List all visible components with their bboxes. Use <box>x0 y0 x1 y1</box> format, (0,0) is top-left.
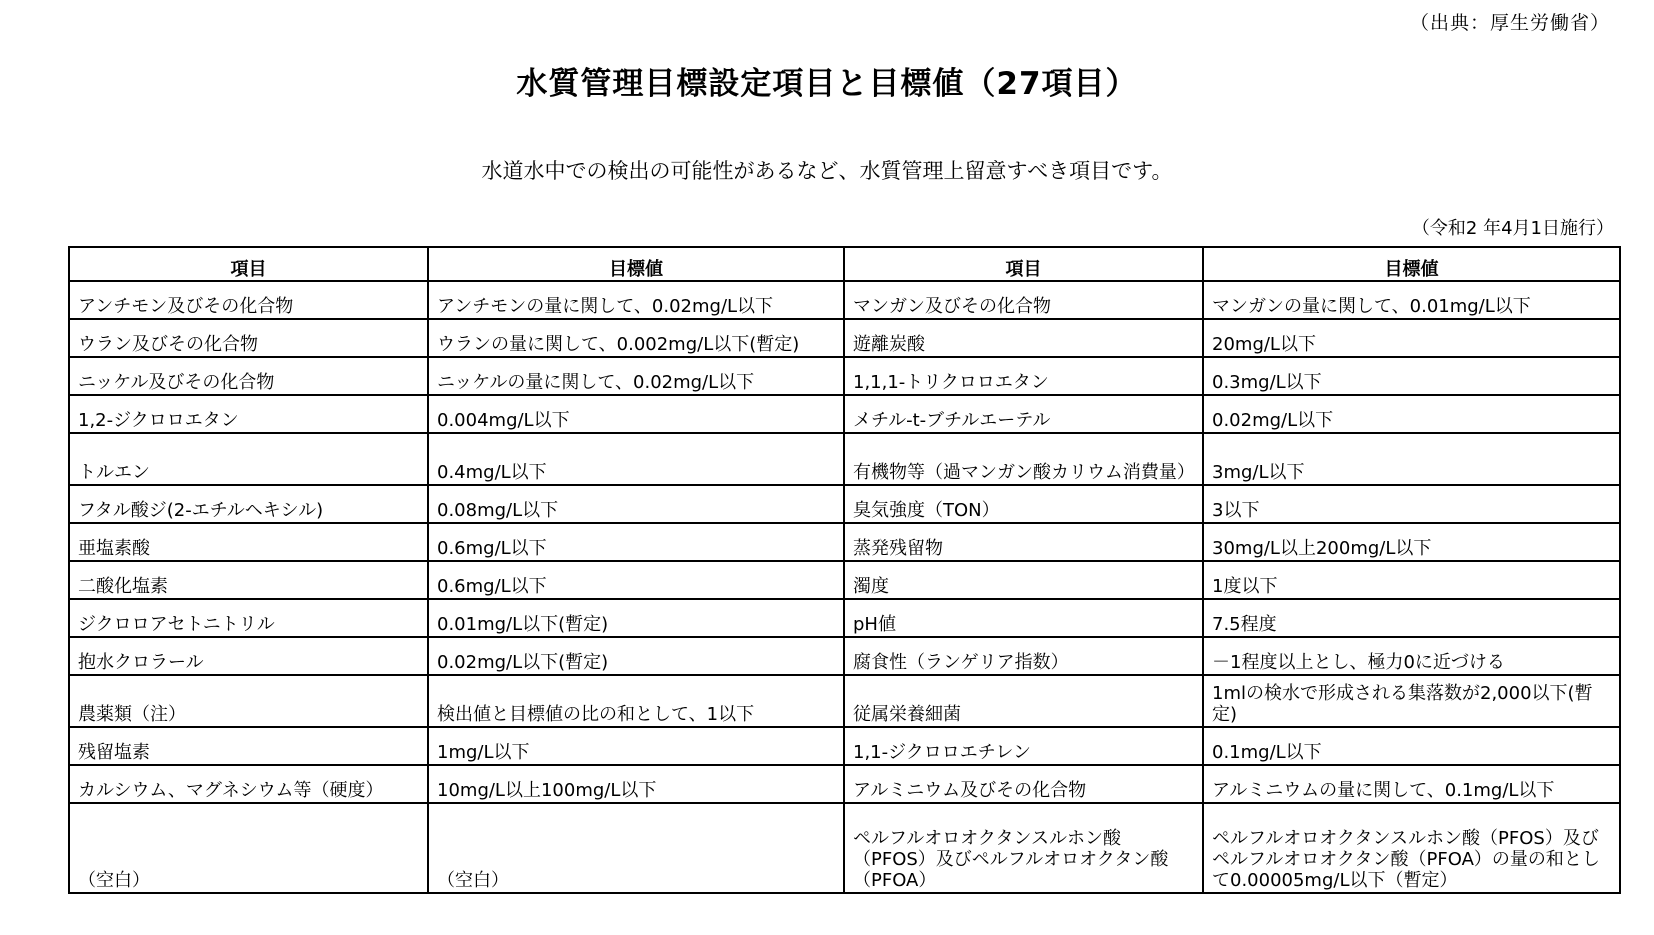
item-cell: 抱水クロラール <box>69 637 428 675</box>
item-cell: （空白） <box>69 803 428 893</box>
page-subtitle: 水道水中での検出の可能性があるなど、水質管理上留意すべき項目です。 <box>481 159 1173 183</box>
target-cell: 0.6mg/L以下 <box>428 523 844 561</box>
item-cell: ウラン及びその化合物 <box>69 319 428 357</box>
target-cell: 0.6mg/L以下 <box>428 561 844 599</box>
item-cell: ニッケル及びその化合物 <box>69 357 428 395</box>
header-item-right: 項目 <box>844 247 1203 281</box>
target-cell: 3mg/L以下 <box>1203 433 1620 485</box>
item-cell: 亜塩素酸 <box>69 523 428 561</box>
target-cell: ニッケルの量に関して、0.02mg/L以下 <box>428 357 844 395</box>
target-cell: ペルフルオロオクタンスルホン酸（PFOS）及びペルフルオロオクタン酸（PFOA）の量の和として0.00005mg/L以下（暫定） <box>1203 803 1620 893</box>
target-cell: 0.02mg/L以下(暫定) <box>428 637 844 675</box>
item-cell: 濁度 <box>844 561 1203 599</box>
target-cell: 1mlの検水で形成される集落数が2,000以下(暫定) <box>1203 675 1620 727</box>
target-cell: 検出値と目標値の比の和として、1以下 <box>428 675 844 727</box>
item-cell: メチル-t-ブチルエーテル <box>844 395 1203 433</box>
target-cell: 0.4mg/L以下 <box>428 433 844 485</box>
source-note: （出典：厚生労働省） <box>1409 12 1610 34</box>
item-cell: ジクロロアセトニトリル <box>69 599 428 637</box>
table-row <box>69 395 1620 433</box>
item-cell: 遊離炭酸 <box>844 319 1203 357</box>
item-cell: 1,2-ジクロロエタン <box>69 395 428 433</box>
item-cell: ペルフルオロオクタンスルホン酸（PFOS）及びペルフルオロオクタン酸（PFOA） <box>844 803 1203 893</box>
target-cell: 10mg/L以上100mg/L以下 <box>428 765 844 803</box>
water-quality-table <box>68 246 1621 894</box>
table-row <box>69 599 1620 637</box>
item-cell: 有機物等（過マンガン酸カリウム消費量） <box>844 433 1203 485</box>
item-cell: アルミニウム及びその化合物 <box>844 765 1203 803</box>
target-cell: （空白） <box>428 803 844 893</box>
effective-date: （令和2 年4月1日施行） <box>1411 218 1614 239</box>
target-cell: マンガンの量に関して、0.01mg/L以下 <box>1203 281 1620 319</box>
item-cell: pH値 <box>844 599 1203 637</box>
target-cell: 1度以下 <box>1203 561 1620 599</box>
target-cell: 30mg/L以上200mg/L以下 <box>1203 523 1620 561</box>
page-title: 水質管理目標設定項目と目標値（27項目） <box>516 66 1138 102</box>
header-target-right: 目標値 <box>1203 247 1620 281</box>
item-cell: フタル酸ジ(2-エチルヘキシル) <box>69 485 428 523</box>
item-cell: マンガン及びその化合物 <box>844 281 1203 319</box>
item-cell: 1,1-ジクロロエチレン <box>844 727 1203 765</box>
item-cell: 臭気強度（TON） <box>844 485 1203 523</box>
target-cell: 3以下 <box>1203 485 1620 523</box>
target-cell: アンチモンの量に関して、0.02mg/L以下 <box>428 281 844 319</box>
target-cell: 7.5程度 <box>1203 599 1620 637</box>
table-row <box>69 727 1620 765</box>
table-row <box>69 561 1620 599</box>
item-cell: トルエン <box>69 433 428 485</box>
item-cell: 二酸化塩素 <box>69 561 428 599</box>
table-row <box>69 357 1620 395</box>
item-cell: 残留塩素 <box>69 727 428 765</box>
item-cell: 1,1,1-トリクロロエタン <box>844 357 1203 395</box>
target-cell: ウランの量に関して、0.002mg/L以下(暫定) <box>428 319 844 357</box>
target-cell: アルミニウムの量に関して、0.1mg/L以下 <box>1203 765 1620 803</box>
target-cell: 0.004mg/L以下 <box>428 395 844 433</box>
table-row <box>69 433 1620 485</box>
target-cell: 20mg/L以下 <box>1203 319 1620 357</box>
target-cell: 0.1mg/L以下 <box>1203 727 1620 765</box>
table-row <box>69 765 1620 803</box>
target-cell: 0.3mg/L以下 <box>1203 357 1620 395</box>
target-cell: 0.08mg/L以下 <box>428 485 844 523</box>
target-cell: 0.01mg/L以下(暫定) <box>428 599 844 637</box>
item-cell: アンチモン及びその化合物 <box>69 281 428 319</box>
table-row <box>69 485 1620 523</box>
table-row <box>69 281 1620 319</box>
item-cell: カルシウム、マグネシウム等（硬度） <box>69 765 428 803</box>
table-row <box>69 523 1620 561</box>
item-cell: 腐食性（ランゲリア指数） <box>844 637 1203 675</box>
table-row <box>69 803 1620 893</box>
item-cell: 従属栄養細菌 <box>844 675 1203 727</box>
target-cell: 1mg/L以下 <box>428 727 844 765</box>
table-row <box>69 675 1620 727</box>
target-cell: 0.02mg/L以下 <box>1203 395 1620 433</box>
header-target-left: 目標値 <box>428 247 844 281</box>
item-cell: 蒸発残留物 <box>844 523 1203 561</box>
table-row <box>69 319 1620 357</box>
item-cell: 農薬類（注） <box>69 675 428 727</box>
target-cell: －1程度以上とし、極力0に近づける <box>1203 637 1620 675</box>
table-row <box>69 637 1620 675</box>
header-item-left: 項目 <box>69 247 428 281</box>
table-header-row <box>69 247 1620 281</box>
